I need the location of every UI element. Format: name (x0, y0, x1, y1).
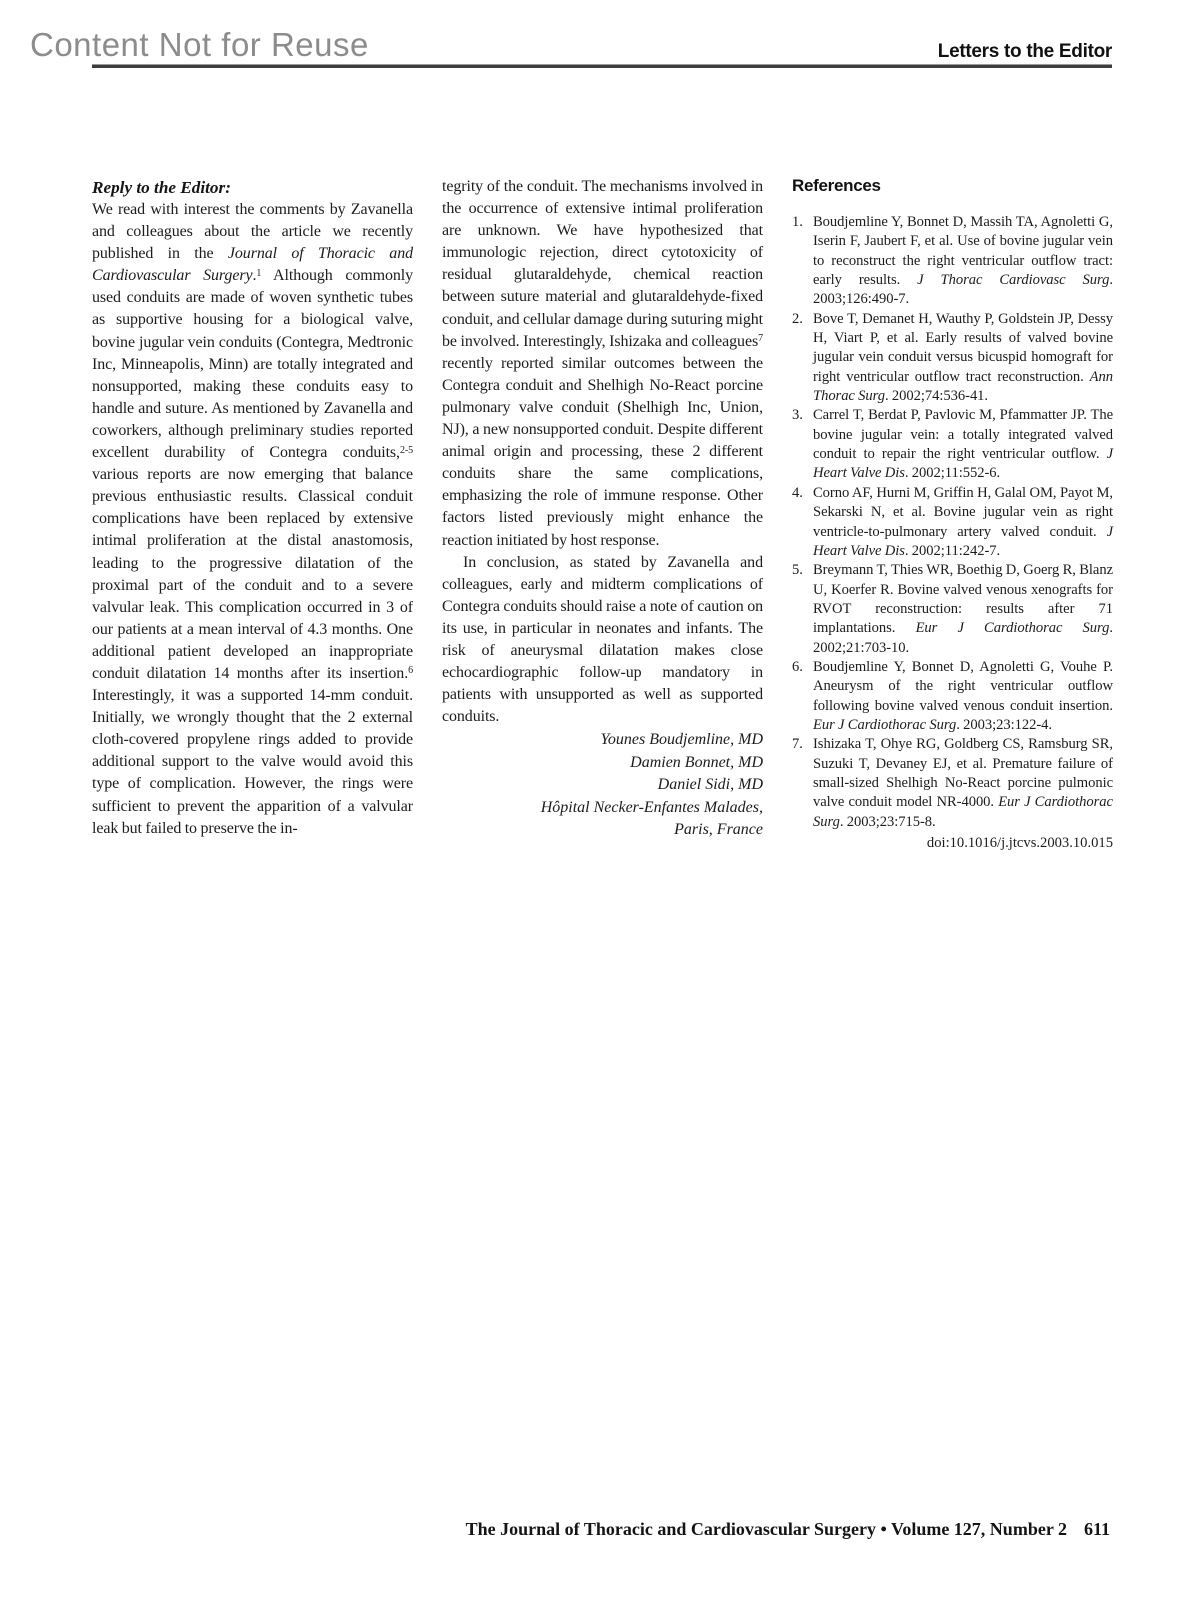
reference-item (792, 310, 1113, 407)
signature-line: Younes Boudjemline, MD (600, 731, 763, 749)
reference-number: 5. (792, 562, 803, 579)
column-middle (442, 176, 763, 841)
column-references (792, 176, 1113, 853)
reference-item (792, 735, 1113, 832)
reference-item (792, 484, 1113, 561)
content-not-for-reuse-watermark: Content Not for Reuse (30, 26, 369, 63)
signature-line: Damien Bonnet, MD (630, 753, 763, 771)
letter-body (92, 176, 1113, 853)
signature-line: Paris, France (674, 820, 763, 838)
letter-paragraph-2: tegrity of the conduit. The mechanisms involved in the occurrence of extensive intimal proliferation are unknown. We have hypothesized that immunologic rejection, direct cytotoxicity of residual glutaraldehyde, chemical reaction between suture material and glutaraldehyde-fixed conduit, and cellular damage during suturing might be involved. Interestingly, Ishizaka and colleagues$^7$ recently reported similar outcomes between the Contegra conduit and Shelhigh No-React porcine pulmonary valve conduit (Shelhigh Inc, Union, NJ), a new nonsupported conduit. Despite different animal origin and processing, these 2 different conduits share the same complications, emphasizing the role of immune response. Other factors listed previously might enhance the reaction initiated by host response. (442, 178, 763, 549)
footer-page-number: 611 (1083, 1519, 1110, 1539)
reference-number: 2. (792, 310, 803, 327)
reference-item (792, 561, 1113, 658)
reference-text: Corno AF, Hurni M, Griffin H, Galal OM, Payot M, Sekarski N, et al. Bovine jugular vein as right ventricle-to-pulmonary artery valved conduit. J Heart Valve Dis. 2002;11:242-7. (813, 484, 1113, 559)
reference-text: Bove T, Demanet H, Wauthy P, Goldstein JP, Dessy H, Viart P, et al. Early results of valved bovine jugular vein conduit versus bicuspid homograft for right ventricular outflow tract reconstruction. Ann Thorac Surg. 2002;74:536-41. (813, 310, 1113, 405)
reference-number: 6. (792, 658, 803, 675)
column-left (92, 176, 413, 840)
letter-paragraph-1: We read with interest the comments by Zavanella and colleagues about the article we recently published in the Journal of Thoracic and Cardiovascular Surgery.$^1$ Although commonly used conduits are made of woven synthetic tubes as supportive housing for a biological valve, bovine jugular vein conduits (Contegra, Medtronic Inc, Minneapolis, Minn) are totally integrated and nonsupported, making these conduits easy to handle and suture. As mentioned by Zavanella and coworkers, although preliminary studies reported excellent durability of Contegra conduits,$^{2-5}$ various reports are now emerging that balance previous enthusiastic results. Classical conduit complications have been replaced by extensive intimal proliferation at the distal anastomosis, leading to the progressive dilatation of the proximal part of the conduit and to a severe valvular leak. This complication occurred in 3 of our patients at a mean interval of 4.3 months. One additional patient developed an inappropriate conduit dilatation 14 months after its insertion.$^6$ Interestingly, it was a supported 14-mm conduit. Initially, we wrongly thought that the 2 external cloth-covered propylene rings added to provide additional support to the valve would avoid this type of complication. However, the rings were sufficient to prevent the apparition of a valvular leak but failed to preserve the in- (92, 201, 413, 837)
reference-text: Boudjemline Y, Bonnet D, Agnoletti G, Vouhe P. Aneurysm of the right ventricular outflow following bovine valved venous conduit insertion. Eur J Cardiothorac Surg. 2003;23:122-4. (813, 658, 1113, 733)
signature-line: Daniel Sidi, MD (657, 776, 763, 794)
doi-line: doi:10.1016/j.jtcvs.2003.10.015 (926, 835, 1113, 851)
page-footer (466, 1519, 1110, 1540)
reference-text: Carrel T, Berdat P, Pavlovic M, Pfammatter JP. The bovine jugular vein: a totally integrated valved conduit to repair the right ventricular outflow. J Heart Valve Dis. 2002;11:552-6. (813, 407, 1113, 482)
reference-text: Breymann T, Thies WR, Boethig D, Goerg R, Blanz U, Koerfer R. Bovine valved venous xenografts for RVOT reconstruction: results after 71 implantations. Eur J Cardiothorac Surg. 2002;21:703-10. (813, 562, 1113, 656)
references-list (792, 213, 1113, 832)
reference-text: Ishizaka T, Ohye RG, Goldberg CS, Ramsburg SR, Suzuki T, Devaney EJ, et al. Premature failure of small-sized Shelhigh No-React porcine pulmonic valve conduit model NR-4000. Eur J Cardiothorac Surg. 2003;23:715-8. (813, 736, 1113, 830)
references-title: References (792, 176, 881, 195)
reference-number: 3. (792, 407, 803, 424)
section-title: Letters to the Editor (937, 41, 1112, 62)
letter-title: Reply to the Editor: (92, 178, 231, 197)
reference-text: Boudjemline Y, Bonnet D, Massih TA, Agnoletti G, Iserin F, Jaubert F, et al. Use of bovine jugular vein to reconstruct the right ventricular outflow tract: early results. J Thorac Cardiovasc Surg. 2003;126:490-7. (813, 214, 1113, 308)
reference-item (792, 213, 1113, 310)
footer-journal-line: The Journal of Thoracic and Cardiovascular Surgery • Volume 127, Number 2 (465, 1519, 1067, 1539)
letter-paragraph-3: In conclusion, as stated by Zavanella and colleagues, early and midterm complications of Contegra conduits should raise a note of caution on its use, in particular in neonates and infants. The risk of aneurysmal dilatation makes close echocardiographic follow-up mandatory in patients with unsupported as well as supported conduits. (442, 553, 763, 726)
reference-number: 7. (792, 736, 803, 753)
reference-number: 1. (792, 214, 803, 230)
reference-number: 4. (792, 484, 803, 501)
reference-item (792, 658, 1113, 735)
header-rule (92, 64, 1112, 68)
signature-block (442, 729, 763, 841)
reference-item (792, 406, 1113, 483)
signature-line: Hôpital Necker-Enfantes Malades, (540, 798, 763, 816)
